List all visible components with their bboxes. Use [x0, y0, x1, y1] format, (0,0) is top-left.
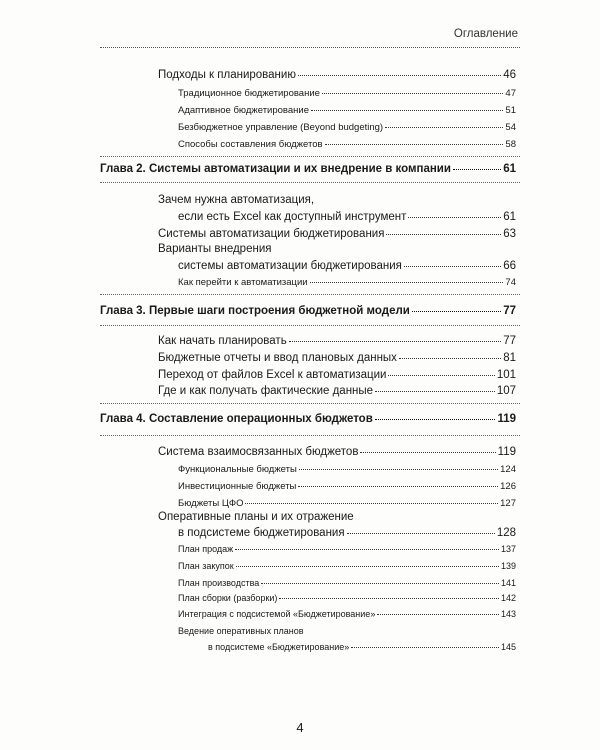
toc-entry-label: в подсистеме бюджетирования: [178, 527, 345, 539]
leader-dots: [322, 93, 503, 94]
section-divider: [100, 403, 520, 404]
leader-dots: [351, 647, 499, 648]
toc-entry-page: 81: [503, 352, 516, 364]
toc-entry-label: План закупок: [178, 561, 234, 571]
section-divider: [100, 182, 520, 183]
section-divider: [100, 325, 520, 326]
toc-entry[interactable]: [158, 353, 516, 365]
toc-entry-page: 58: [505, 139, 516, 150]
toc-entry[interactable]: [178, 261, 516, 273]
chapter-4-heading[interactable]: [100, 414, 516, 426]
leader-dots: [236, 566, 499, 567]
toc-entry[interactable]: [178, 594, 516, 603]
chapter-page: 61: [503, 163, 516, 175]
toc-entry-label: Функциональные бюджеты: [178, 464, 297, 475]
leader-dots: [298, 75, 501, 76]
toc-entry-page: 145: [500, 642, 516, 652]
toc-entry-label: Как перейти к автоматизации: [178, 277, 308, 288]
toc-entry-label: Системы автоматизации бюджетирования: [158, 228, 385, 240]
leader-dots: [245, 503, 498, 504]
toc-entry[interactable]: [178, 465, 516, 475]
leader-dots: [386, 234, 501, 235]
chapter-title: Глава 4. Составление операционных бюджетов: [100, 413, 373, 425]
toc-entry-page: 74: [505, 277, 516, 288]
chapter-title: Глава 2. Системы автоматизации и их внедрение в компании: [100, 163, 451, 175]
toc-entry-page: 77: [503, 335, 516, 347]
leader-dots: [404, 266, 501, 267]
toc-entry-label: План производства: [178, 578, 260, 588]
leader-dots: [360, 452, 495, 453]
toc-entry-page: 143: [500, 609, 516, 619]
leader-dots: [289, 341, 502, 342]
toc-entry-label: Интеграция с подсистемой «Бюджетирование»: [178, 609, 376, 619]
leader-dots: [385, 127, 503, 128]
toc-entry[interactable]: [178, 545, 516, 554]
toc-entry-page: 141: [500, 578, 516, 588]
toc-entry-page: 61: [503, 211, 516, 223]
toc-entry-page: 124: [500, 464, 516, 475]
leader-dots: [375, 419, 496, 420]
section-divider: [100, 294, 520, 295]
toc-entry-page: 101: [496, 369, 516, 381]
toc-entry-page: 107: [496, 385, 516, 397]
leader-dots: [261, 583, 499, 584]
toc-entry-page: 54: [505, 122, 516, 133]
toc-entry[interactable]: [208, 643, 516, 652]
toc-entry-label-line1: Оперативные планы и их отражение: [158, 511, 354, 523]
chapter-title: Глава 3. Первые шаги построения бюджетной модели: [100, 305, 410, 317]
toc-entry-page: 51: [505, 105, 516, 116]
leader-dots: [388, 375, 494, 376]
toc-entry-label: Переход от файлов Excel к автоматизации: [158, 369, 387, 381]
leader-dots: [347, 533, 495, 534]
leader-dots: [399, 358, 501, 359]
toc-entry-label: Адаптивное бюджетирование: [178, 105, 309, 116]
toc-entry[interactable]: [178, 482, 516, 492]
toc-entry[interactable]: [178, 212, 516, 224]
toc-entry-page: 47: [505, 88, 516, 99]
toc-entry-label: Подходы к планированию: [158, 69, 296, 81]
toc-entry[interactable]: [178, 278, 516, 288]
toc-entry[interactable]: [158, 386, 516, 398]
toc-entry-page: 137: [500, 544, 516, 554]
toc-entry-label-line1: Ведение оперативных планов: [178, 626, 304, 636]
leader-dots: [408, 217, 501, 218]
toc-entry-page: 66: [503, 260, 516, 272]
leader-dots: [412, 311, 501, 312]
toc-entry[interactable]: [178, 528, 516, 540]
leader-dots: [299, 469, 498, 470]
chapter-page: 119: [497, 413, 516, 425]
toc-entry[interactable]: [158, 229, 516, 241]
chapter-2-heading[interactable]: [100, 164, 516, 176]
header-rule: [100, 47, 520, 48]
leader-dots: [311, 110, 503, 111]
toc-entry[interactable]: [178, 123, 516, 133]
section-divider: [100, 435, 520, 436]
toc-entry-label: План продаж: [178, 544, 234, 554]
section-divider: [100, 156, 520, 157]
toc-entry-label: Бюджетные отчеты и ввод плановых данных: [158, 352, 397, 364]
toc-entry-label: если есть Excel как доступный инструмент: [178, 211, 407, 223]
toc-entry[interactable]: [178, 579, 516, 588]
toc-entry-label: Безбюджетное управление (Beyond budgeting): [178, 122, 384, 133]
leader-dots: [279, 598, 499, 599]
toc-entry[interactable]: [158, 447, 516, 459]
leader-dots: [453, 169, 501, 170]
toc-entry-label: в подсистеме «Бюджетирование»: [208, 642, 350, 652]
toc-entry-label: План сборки (разборки): [178, 593, 278, 603]
toc-entry-label: Инвестиционные бюджеты: [178, 481, 297, 492]
toc-entry-page: 119: [497, 446, 516, 458]
toc-entry-label: системы автоматизации бюджетирования: [178, 260, 402, 272]
toc-entry-page: 128: [496, 527, 516, 539]
toc-entry-page: 63: [503, 228, 516, 240]
toc-entry-page: 127: [500, 498, 516, 509]
toc-entry-label: Где и как получать фактические данные: [158, 385, 374, 397]
toc-entry-page: 139: [500, 561, 516, 571]
toc-entry-label: Традиционное бюджетирование: [178, 88, 320, 99]
toc-entry-label: Как начать планировать: [158, 335, 287, 347]
toc-entry-page: 46: [503, 69, 516, 81]
chapter-page: 77: [503, 305, 516, 317]
toc-entry[interactable]: [158, 336, 516, 348]
toc-entry-page: 142: [500, 593, 516, 603]
toc-entry-label-line1: Зачем нужна автоматизация,: [158, 194, 315, 206]
running-header: Оглавление: [453, 28, 518, 40]
leader-dots: [325, 144, 504, 145]
toc-entry-label-line1: Варианты внедрения: [158, 243, 272, 255]
toc-entry-label: Способы составления бюджетов: [178, 139, 323, 150]
toc-entry-page: 126: [500, 481, 516, 492]
page-number: 4: [296, 720, 304, 735]
toc-entry-label: Бюджеты ЦФО: [178, 498, 244, 509]
toc-entry[interactable]: [178, 562, 516, 571]
leader-dots: [235, 549, 499, 550]
chapter-3-heading[interactable]: [100, 306, 516, 318]
leader-dots: [375, 391, 495, 392]
leader-dots: [377, 614, 499, 615]
toc-entry[interactable]: [158, 70, 516, 82]
toc-entry[interactable]: [178, 106, 516, 116]
toc-entry[interactable]: [158, 370, 516, 382]
toc-entry-label: Система взаимосвязанных бюджетов: [158, 446, 359, 458]
toc-entry[interactable]: [178, 140, 516, 150]
toc-entry[interactable]: [178, 499, 516, 509]
toc-entry[interactable]: [178, 610, 516, 619]
leader-dots: [310, 282, 504, 283]
toc-entry[interactable]: [178, 89, 516, 99]
leader-dots: [298, 486, 498, 487]
